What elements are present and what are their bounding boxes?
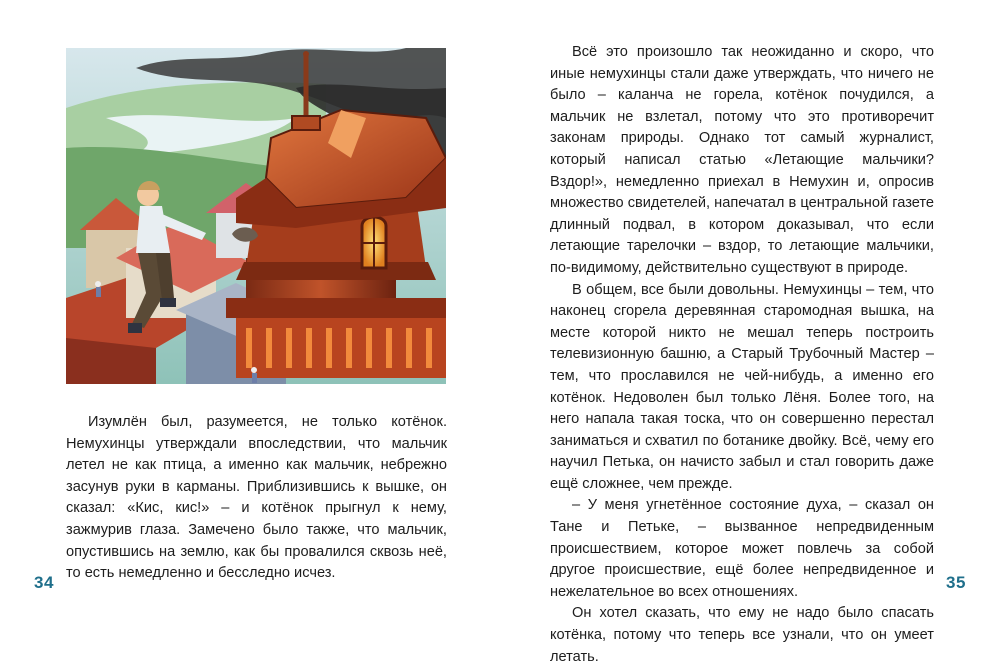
paragraph: – У меня угнетённое состояние духа, – сказал он Тане и Петьке, – вызванное непредвиденным происшествием, которое может повлечь за собой другое происшествие, ещё более непредвиденное и нежелательное во всех отношениях. — [550, 497, 934, 600]
right-page — [496, 0, 992, 665]
right-page-text — [550, 42, 934, 668]
book-illustration — [66, 48, 446, 384]
paragraph: Всё это произошло так неожиданно и скоро, что иные немухинцы стали даже утверждать, что ничего не было – каланча не горела, котёнок почудился, а мальчик не взлетал, потому что это противоречит законам природы. Однако тот самый журналист, который написал статью «Летающие мальчики? Вздор!», немедленно приехал в Немухин и, опросив множество свидетелей, напечатал в центральной газете длинный подвал, в котором доказывал, что если летающие тарелочки – вздор, то летающие мальчики, по-видимому, действительно существуют в природе. — [550, 44, 934, 276]
paragraph: Он хотел сказать, что ему не надо было спасать котёнка, потому что теперь все узнали, что он умеет летать. — [550, 605, 934, 665]
paragraph: Изумлён был, разумеется, не только котёнок. Немухинцы утверждали впоследствии, что мальчик летел не как птица, а именно как мальчик, небрежно засунув руки в карманы. Приблизившись к вышке, он сказал: «Кис, кис!» – и котёнок прыгнул к нему, зажмурив глаза. Замечено было также, что мальчик, опустившись на землю, как бы провалился сквозь неё, то есть немедленно и бесследно исчез. — [66, 414, 447, 582]
left-page-text — [66, 412, 447, 585]
paragraph: В общем, все были довольны. Немухинцы – тем, что наконец сгорела деревянная старомодная вышка, на месте которой никто не мешал теперь построить телевизионную башню, а Старый Трубочный Мастер – тем, что прославился не чей-нибудь, а именно его котёнок. Недоволен был только Лёня. Более того, на него напала такая тоска, что он совершенно перестал заниматься и схватил по ботанике двойку. Всё, чему его научил Петька, он начисто забыл и стал говорить даже ещё сложнее, чем прежде. — [550, 281, 934, 492]
page-number-left: 34 — [34, 573, 54, 592]
left-page — [0, 0, 496, 635]
page-number-right: 35 — [946, 573, 966, 592]
illustration-flying-boy-tower — [66, 48, 446, 384]
